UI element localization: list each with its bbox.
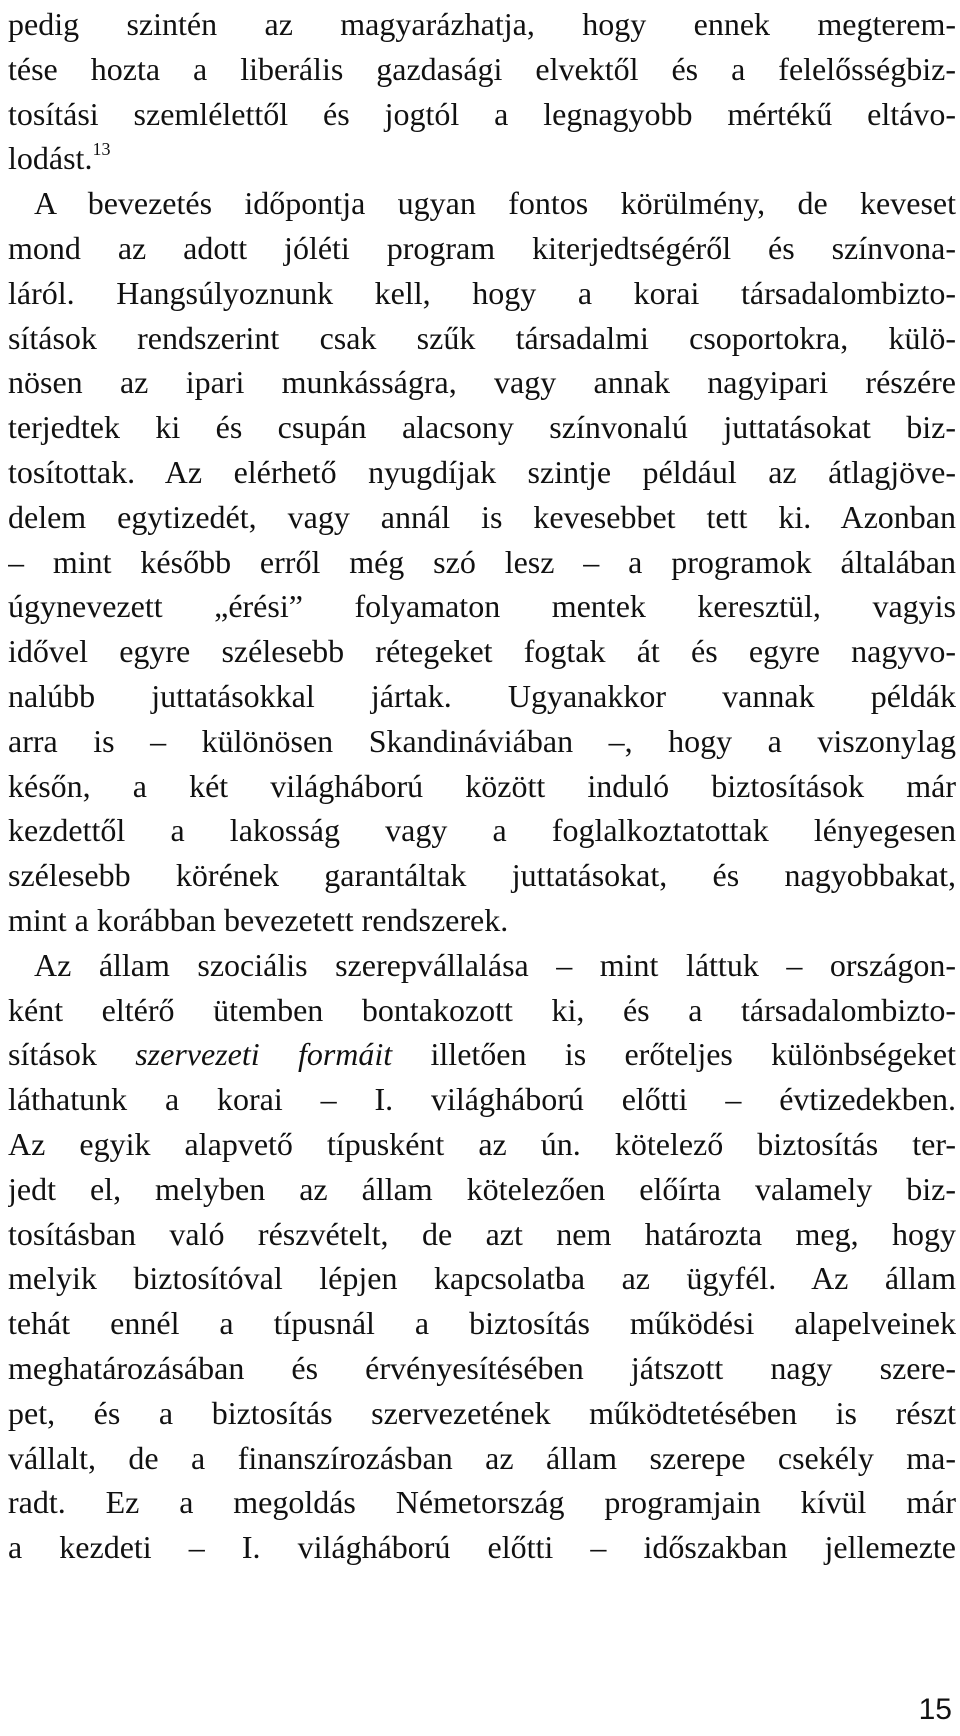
text-line: idővel egyre szélesebb rétegeket fogtak át és egyre nagyvo- [8, 633, 956, 670]
text-line: tése hozta a liberális gazdasági elvektől és a felelősségbiz- [8, 50, 956, 87]
text-line: kezdettől a lakosság vagy a foglalkoztatottak lényegesen [8, 812, 956, 849]
text-line: tehát ennél a típusnál a biztosítás működési alapelveinek [8, 1305, 956, 1342]
text-line: tosítottak. Az elérhető nyugdíjak szintje például az átlagjöve- [8, 453, 956, 490]
text-line-content: illetően is erőteljes különbségeket [430, 1036, 956, 1073]
text-line: radt. Ez a megoldás Németország programjain kívül már [8, 1484, 956, 1521]
text-line: terjedtek ki és csupán alacsony színvonalú juttatásokat biz- [8, 409, 956, 446]
text-line: szélesebb körének garantáltak juttatásokat, és nagyobbakat, [8, 857, 956, 894]
text-line: melyik biztosítóval lépjen kapcsolatba az ügyfél. Az állam [8, 1260, 956, 1297]
paragraph-start-line: Az állam szociális szerepvállalása – mint láttuk – országon- [34, 946, 956, 983]
text-line: úgynevezett „érési” folyamaton mentek keresztül, vagyis [8, 588, 956, 625]
text-line-content: sítások [8, 1036, 97, 1073]
text-line: pet, és a biztosítás szervezetének működtetésében is részt [8, 1394, 956, 1431]
text-line-with-italic [8, 1032, 956, 1077]
text-line-content: lodást. [8, 140, 93, 177]
text-line: arra is – különösen Skandináviában –, hogy a viszonylag [8, 722, 956, 759]
text-line: sítások rendszerint csak szűk társadalmi csoportokra, külö- [8, 319, 956, 356]
body-text [8, 2, 956, 1570]
text-line: láról. Hangsúlyoznunk kell, hogy a korai társadalombizto- [8, 274, 956, 311]
text-line: tosításban való részvételt, de azt nem határozta meg, hogy [8, 1215, 956, 1252]
text-line: láthatunk a korai – I. világháború előtti – évtizedekben. [8, 1081, 956, 1118]
text-line: nalúbb juttatásokkal jártak. Ugyanakkor vannak példák [8, 677, 956, 714]
text-line: mond az adott jóléti program kiterjedtségéről és színvona- [8, 229, 956, 266]
paragraph-end-line: mint a korábban bevezetett rendszerek. [8, 901, 509, 938]
footnote-reference: 13 [92, 139, 111, 160]
book-page [8, 0, 956, 1736]
paragraph-start-line: A bevezetés időpontja ugyan fontos körülmény, de keveset [34, 185, 956, 222]
text-line-with-footnote [8, 136, 956, 181]
text-line: a kezdeti – I. világháború előtti – időszakban jellemezte [8, 1529, 956, 1566]
text-line: Az egyik alapvető típusként az ún. kötelező biztosítás ter- [8, 1125, 956, 1162]
text-line: tosítási szemlélettől és jogtól a legnagyobb mértékű eltávo- [8, 95, 956, 132]
text-line: jedt el, melyben az állam kötelezően előírta valamely biz- [8, 1170, 956, 1207]
italic-phrase: szervezeti formáit [135, 1036, 393, 1073]
text-line: későn, a két világháború között induló biztosítások már [8, 767, 956, 804]
text-line: ként eltérő ütemben bontakozott ki, és a társadalombizto- [8, 991, 956, 1028]
text-line: – mint később erről még szó lesz – a programok általában [8, 543, 956, 580]
text-line: vállalt, de a finanszírozásban az állam szerepe csekély ma- [8, 1439, 956, 1476]
text-line: meghatározásában és érvényesítésében játszott nagy szere- [8, 1349, 956, 1386]
text-line: nösen az ipari munkásságra, vagy annak nagyipari részére [8, 364, 956, 401]
page-number: 15 [918, 1693, 952, 1726]
text-line: pedig szintén az magyarázhatja, hogy ennek megterem- [8, 6, 956, 42]
text-line: delem egytizedét, vagy annál is kevesebbet tett ki. Azonban [8, 498, 956, 535]
